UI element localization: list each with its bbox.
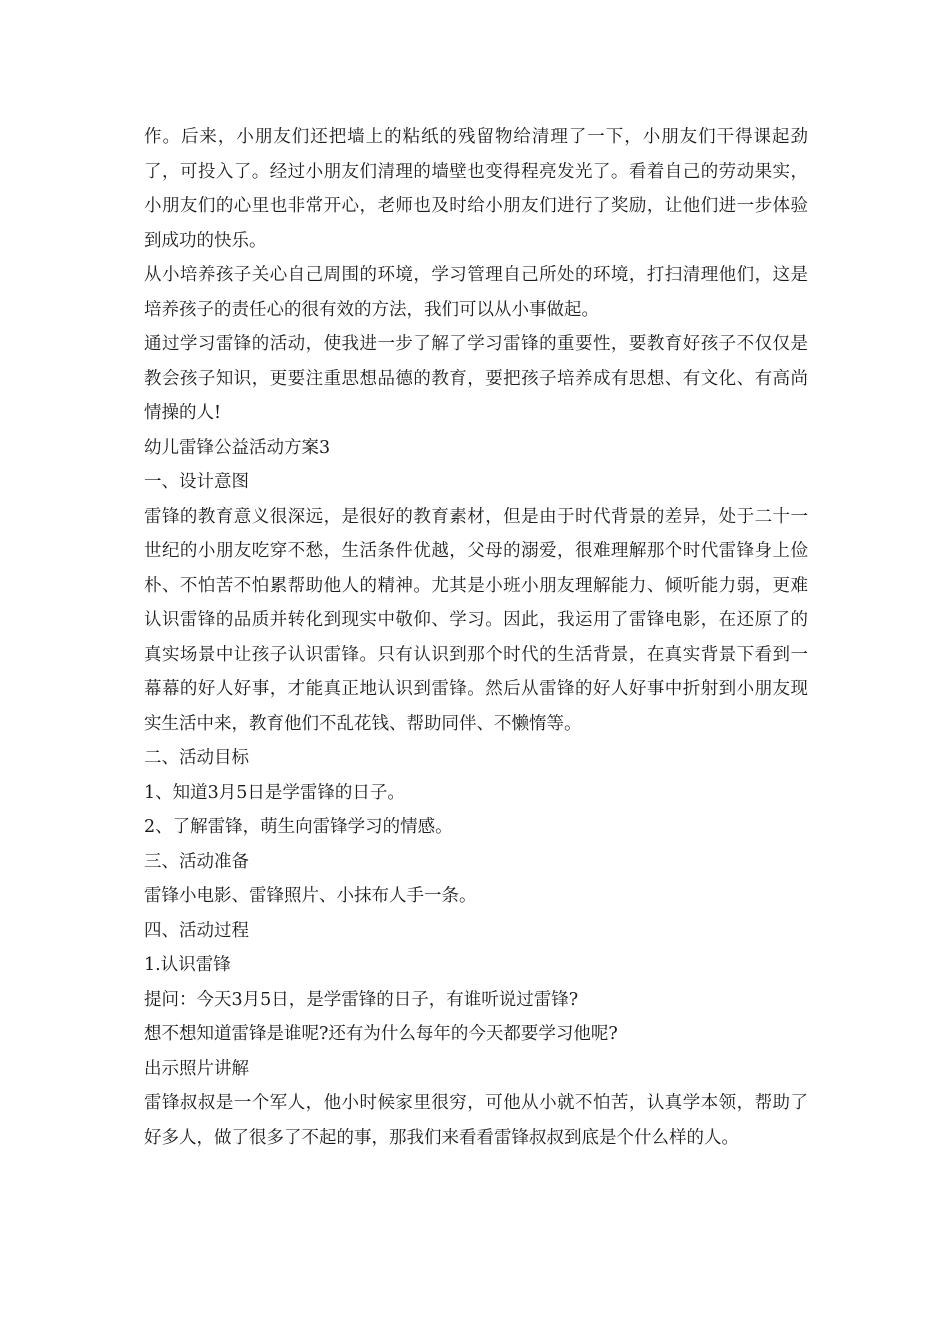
body-paragraph: 想不想知道雷锋是谁呢?还有为什么每年的今天都要学习他呢? (144, 1024, 618, 1044)
section-heading: 二、活动目标 (144, 748, 249, 768)
body-paragraph: 雷锋的教育意义很深远，是很好的教育素材，但是由于时代背景的差异，处于二十一世纪的小朋友吃穿不愁，生活条件优越，父母的溺爱，很难理解那个时代雷锋身上俭朴、不怕苦不怕累帮助他人的精神。尤其是小班小朋友理解能力、倾听能力弱，更难认识雷锋的品质并转化到现实中敬仰、学习。因此，我运用了雷锋电影，在还原了的真实场景中让孩子认识雷锋。只有认识到那个时代的生活背景，在真实背景下看到一幕幕的好人好事，才能真正地认识到雷锋。然后从雷锋的好人好事中折射到小朋友现实生活中来，教育他们不乱花钱、帮助同伴、不懒惰等。 (144, 506, 808, 734)
list-item: 2、了解雷锋，萌生向雷锋学习的情感。 (144, 817, 453, 837)
body-paragraph: 通过学习雷锋的活动，使我进一步了解了学习雷锋的重要性，要教育好孩子不仅仅是教会孩子知识，更要注重思想品德的教育，要把孩子培养成有思想、有文化、有高尚情操的人! (144, 334, 808, 423)
section-heading: 三、活动准备 (144, 851, 249, 872)
section-heading: 一、设计意图 (144, 472, 249, 492)
list-item: 1、知道3月5日是学雷锋的日子。 (144, 782, 405, 803)
body-paragraph: 出示照片讲解 (144, 1058, 249, 1079)
subsection-heading: 1.认识雷锋 (144, 955, 231, 975)
section-title: 幼儿雷锋公益活动方案3 (144, 437, 331, 458)
body-paragraph: 雷锋叔叔是一个军人，他小时候家里很穷，可他从小就不怕苦，认真学本领，帮助了好多人，做了很多了不起的事，那我们来看看雷锋叔叔到底是个什么样的人。 (144, 1093, 808, 1148)
body-paragraph: 作。后来，小朋友们还把墙上的粘纸的残留物给清理了一下，小朋友们干得课起劲了，可投入了。经过小朋友们清理的墙壁也变得程亮发光了。看着自己的劳动果实，小朋友们的心里也非常开心，老师也及时给小朋友们进行了奖励，让他们进一步体验到成功的快乐。 (144, 127, 808, 251)
body-paragraph: 雷锋小电影、雷锋照片、小抹布人手一条。 (144, 886, 477, 906)
body-paragraph: 从小培养孩子关心自己周围的环境，学习管理自己所处的环境，打扫清理他们，这是培养孩子的责任心的很有效的方法，我们可以从小事做起。 (144, 265, 808, 320)
body-paragraph: 提问：今天3月5日，是学雷锋的日子，有谁听说过雷锋? (144, 989, 579, 1010)
document-page (144, 120, 808, 1155)
section-heading: 四、活动过程 (144, 920, 249, 941)
